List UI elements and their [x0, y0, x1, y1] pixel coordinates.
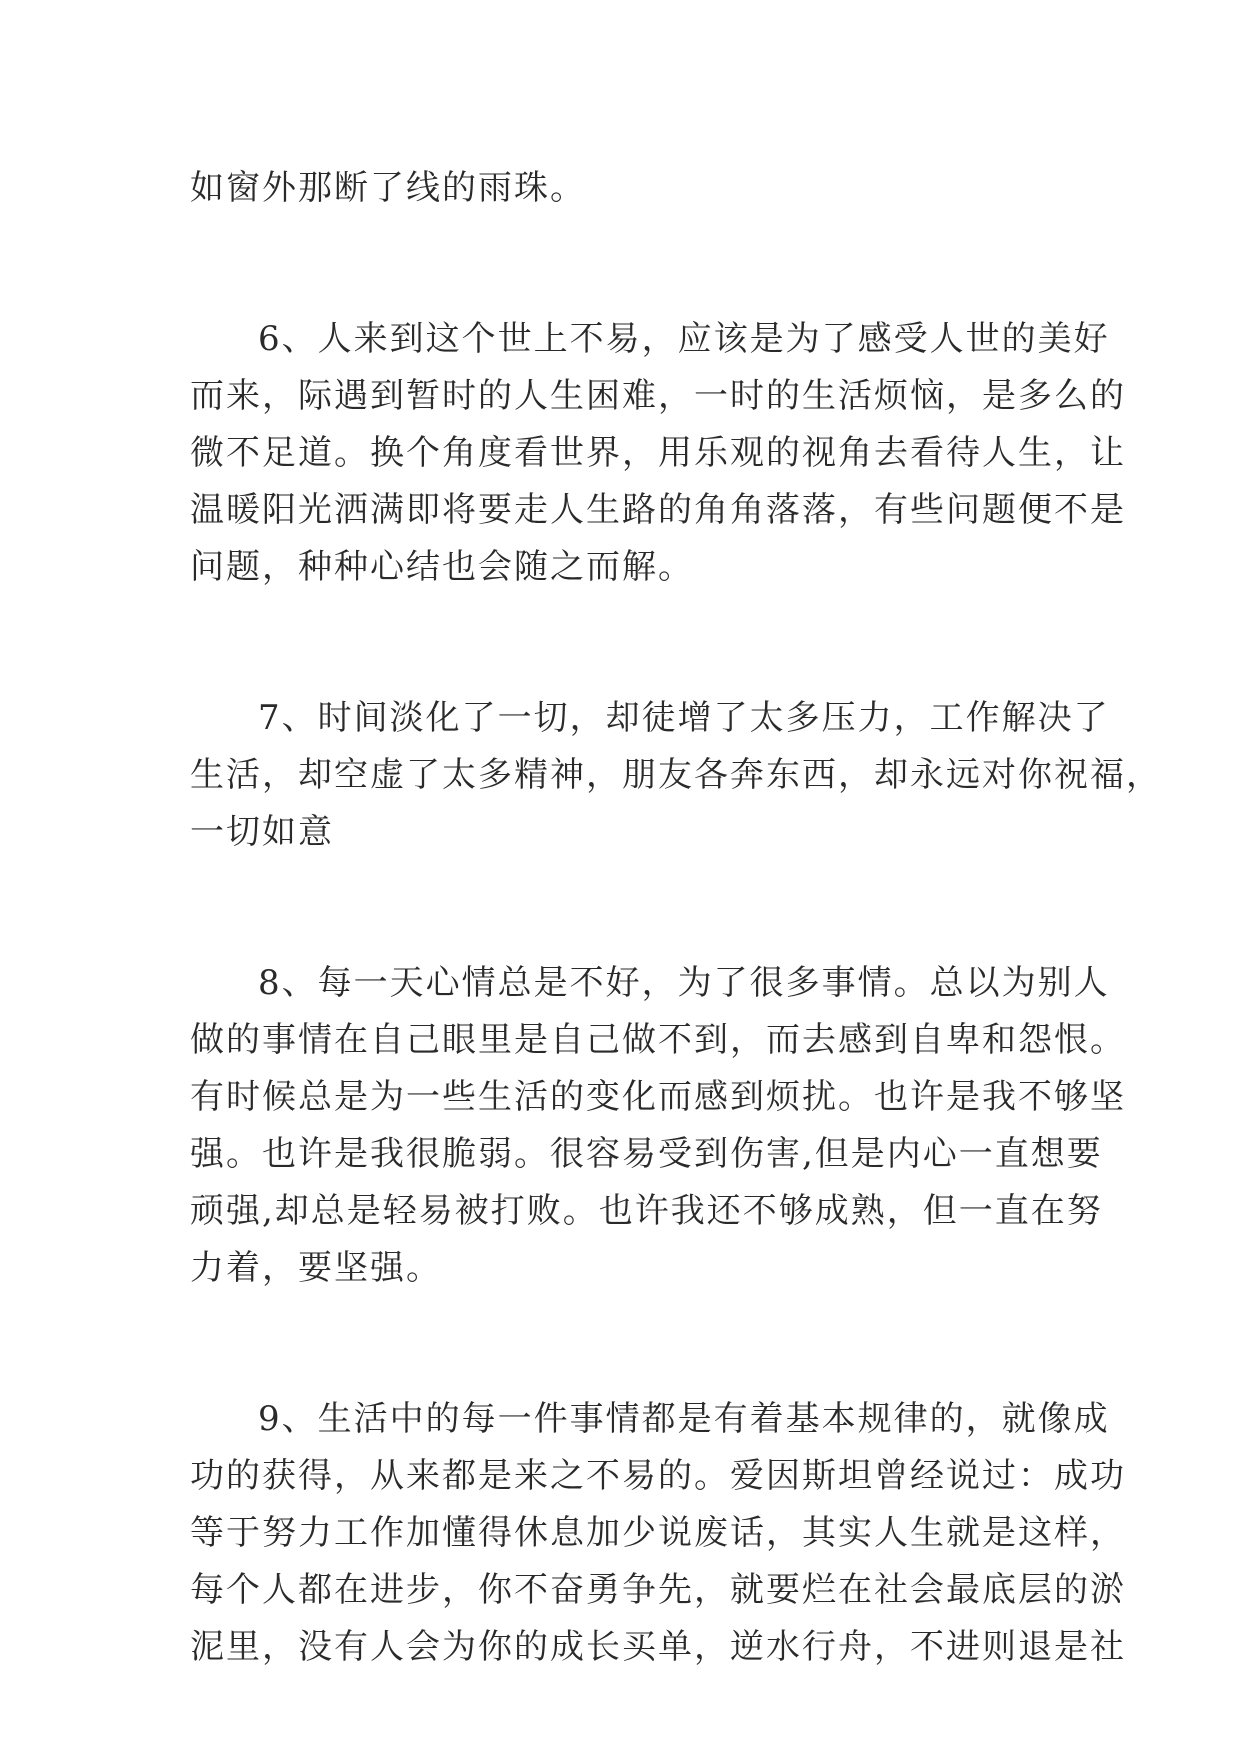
text-line: 功的获得，从来都是来之不易的。爱因斯坦曾经说过：成功: [190, 1456, 1126, 1496]
paragraph-7: [190, 690, 1162, 861]
text-line: 如窗外那断了线的雨珠。: [190, 168, 586, 208]
text-line: 而来，际遇到暂时的人生困难，一时的生活烦恼，是多么的: [190, 376, 1126, 416]
body-text: [190, 160, 1162, 1676]
text-line: 有时候总是为一些生活的变化而感到烦扰。也许是我不够坚: [190, 1077, 1126, 1117]
text-line: 温暖阳光洒满即将要走人生路的角角落落，有些问题便不是: [190, 490, 1126, 530]
text-line: 生活，却空虚了太多精神，朋友各奔东西，却永远对你祝福，: [190, 755, 1162, 795]
text-line: 每个人都在进步，你不奋勇争先，就要烂在社会最底层的淤: [190, 1570, 1126, 1610]
text-line: 8、每一天心情总是不好，为了很多事情。总以为别人: [258, 963, 1110, 1003]
paragraph-6: [190, 311, 1126, 596]
text-line: 力着，要坚强。: [190, 1248, 442, 1288]
text-line: 7、时间淡化了一切，却徒增了太多压力，工作解决了: [258, 698, 1110, 738]
text-line: 顽强,却总是轻易被打败。也许我还不够成熟，但一直在努: [190, 1191, 1103, 1231]
text-line: 微不足道。换个角度看世界，用乐观的视角去看待人生，让: [190, 433, 1126, 473]
paragraph-9: [190, 1391, 1126, 1676]
text-line: 9、生活中的每一件事情都是有着基本规律的，就像成: [258, 1399, 1110, 1439]
text-line: 泥里，没有人会为你的成长买单，逆水行舟，不进则退是社: [190, 1627, 1126, 1667]
text-line: 等于努力工作加懂得休息加少说废话，其实人生就是这样，: [190, 1513, 1126, 1553]
text-line: 做的事情在自己眼里是自己做不到，而去感到自卑和怨恨。: [190, 1020, 1126, 1060]
paragraph-5-continuation: [190, 160, 1060, 217]
text-line: 问题，种种心结也会随之而解。: [190, 547, 694, 587]
text-line: 强。也许是我很脆弱。很容易受到伤害,但是内心一直想要: [190, 1134, 1103, 1174]
paragraph-8: [190, 955, 1126, 1297]
text-line: 一切如意: [190, 812, 334, 852]
text-line: 6、人来到这个世上不易，应该是为了感受人世的美好: [258, 319, 1110, 359]
